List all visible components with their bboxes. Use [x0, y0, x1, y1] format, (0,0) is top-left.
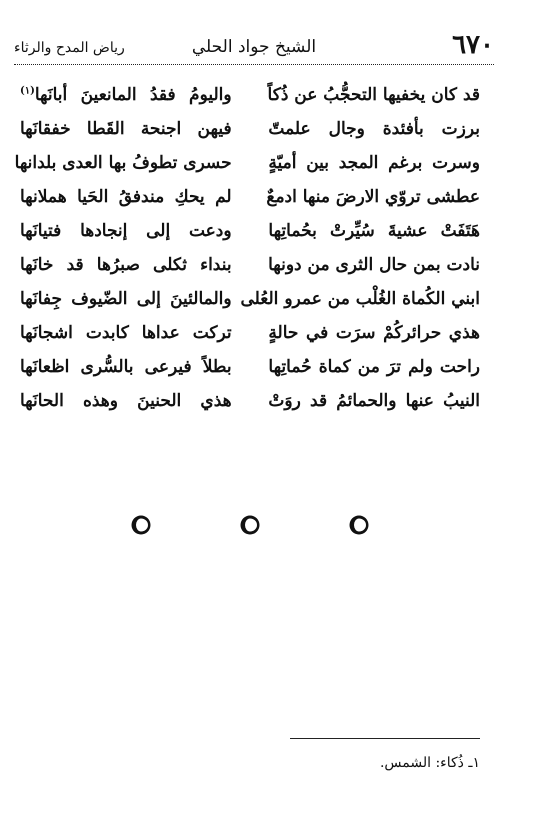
- section-end-ornaments: [130, 510, 370, 540]
- verse: [20, 78, 480, 112]
- header-dotted-rule: [14, 64, 494, 65]
- verse-first-hemistich: برزت بأفئدة وجال علمتّ: [268, 119, 480, 139]
- verse: [20, 384, 480, 418]
- running-head-author: الشيخ جواد الحلي: [191, 37, 317, 57]
- footnote-separator: [290, 738, 480, 739]
- verse: [20, 180, 480, 214]
- verse-second-hemistich: فيهن اجنحة القَطا خفقانَها: [20, 119, 232, 139]
- verse: [20, 350, 480, 384]
- verse: [14, 146, 480, 180]
- page-header: [14, 30, 494, 64]
- verse-first-hemistich: نادت بمن حال الثرى من دونها: [268, 255, 480, 275]
- verse: [20, 214, 480, 248]
- verse-first-hemistich: النيبُ عنها والحمائمُ قد روَتْ: [268, 391, 480, 411]
- poem: [14, 78, 480, 418]
- verse-first-hemistich: وسرت برغم المجد بين أميّةٍ: [268, 153, 480, 173]
- running-head-book-title: رياض المدح والرثاء: [14, 40, 125, 56]
- verse-second-hemistich: واليومُ فقدُ المانعينَ أبانَها$^{(١)}$: [20, 85, 232, 105]
- verse-second-hemistich: هذي الحنينَ وهذه الحانَها: [20, 391, 232, 411]
- verse-second-hemistich: لم يحكِ مندفقُ الحَيا هملانها: [20, 187, 232, 207]
- ornament-circle-icon: [239, 514, 261, 536]
- verse-second-hemistich: حسرى تطوفُ بها العدى بلدانها: [14, 153, 232, 173]
- verse-second-hemistich: ودعت إلى إنجادها فتيانَها: [20, 221, 232, 241]
- verse-first-hemistich: ابني الكُماة الغُلْب من عمرو العُلى: [240, 289, 480, 309]
- verse-first-hemistich: هَتَفَتْ عشيةَ سُيِّرتْ بحُماتِها: [268, 221, 480, 241]
- verse-second-hemistich: بنداء ثكلى صبرُها قد خانَها: [20, 255, 232, 275]
- footnote: ١ـ ذُكاء: الشمس.: [379, 755, 480, 771]
- ornament-circle-icon: [130, 514, 152, 536]
- verse: [20, 282, 480, 316]
- page-number: ٦٧٠: [452, 30, 494, 60]
- verse-second-hemistich: والمالئينَ إلى الضّيوف جِفانَها: [20, 289, 232, 309]
- verse-first-hemistich: هذي حرائركُمْ سرَت في حالةٍ: [268, 323, 480, 343]
- ornament-circle-icon: [348, 514, 370, 536]
- verse-second-hemistich: بطلاً فيرعى بالسُّرى اظعانَها: [20, 357, 232, 377]
- verse-first-hemistich: قد كان يخفيها التحجُّبُ عن ذُكاً: [267, 85, 480, 105]
- footnote-marker: (١): [20, 85, 35, 97]
- verse: [20, 248, 480, 282]
- verse: [20, 112, 480, 146]
- verse-second-hemistich: تركت عداها كابدت اشجانَها: [20, 323, 232, 343]
- verse: [20, 316, 480, 350]
- verse-first-hemistich: راحت ولم ترَ من كماة حُماتِها: [268, 357, 480, 377]
- verse-first-hemistich: عطشى تروّي الارضَ منها ادمعٌ: [266, 187, 480, 207]
